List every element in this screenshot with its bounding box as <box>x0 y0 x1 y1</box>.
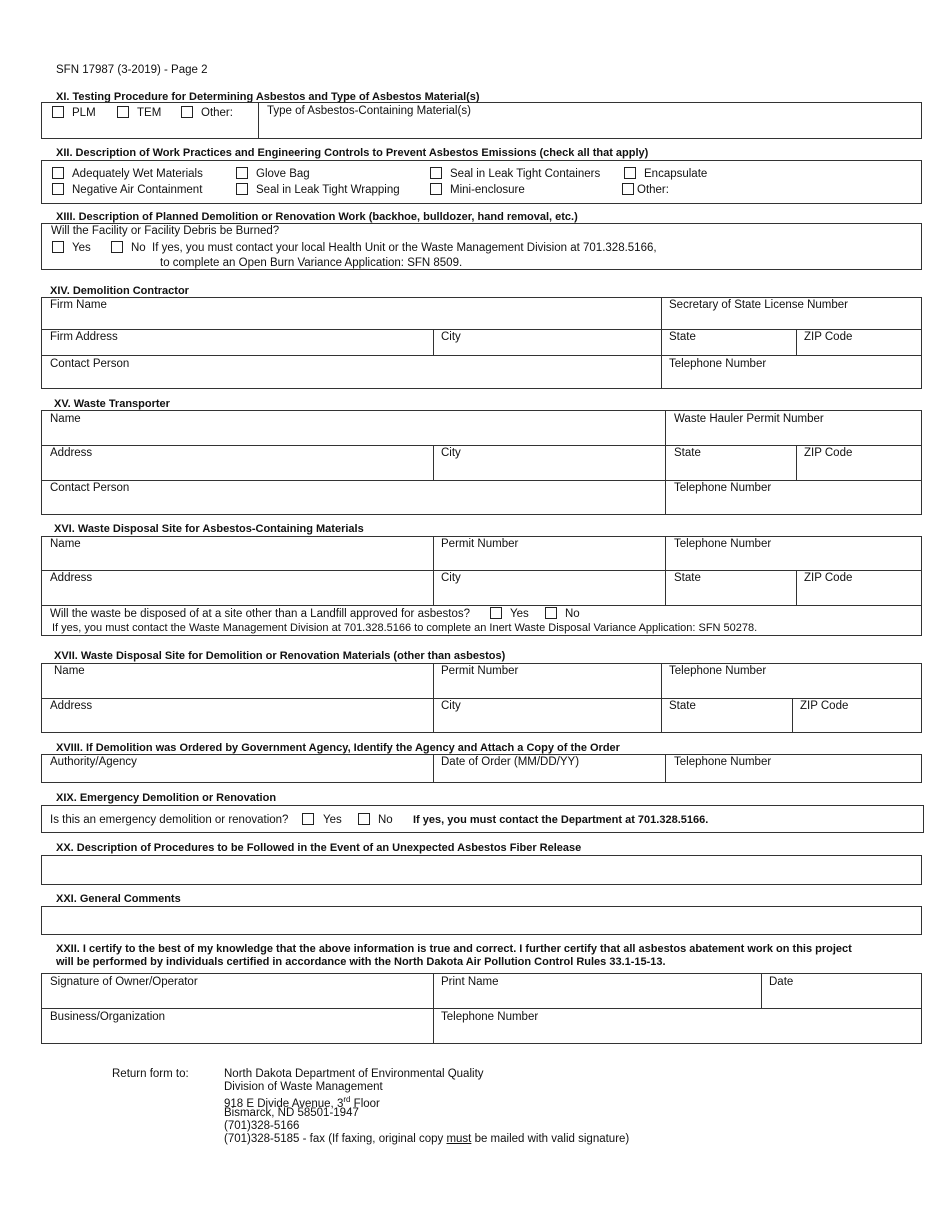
return-address-line4: Bismarck, ND 58501-1947 <box>224 1107 359 1119</box>
contractor-contact-label: Contact Person <box>50 358 130 370</box>
demo-site-city-label: City <box>441 700 461 712</box>
glove-bag-label: Glove Bag <box>256 168 310 180</box>
signature-label: Signature of Owner/Operator <box>50 976 198 988</box>
landfill-no-checkbox[interactable] <box>545 607 557 619</box>
divider <box>41 445 922 446</box>
burn-question: Will the Facility or Facility Debris be Burned? <box>51 225 280 237</box>
seal-containers-label: Seal in Leak Tight Containers <box>450 168 601 180</box>
divider <box>796 329 797 355</box>
divider <box>433 663 434 733</box>
landfill-note: If yes, you must contact the Waste Management Division at 701.328.5166 to complete an Inert Waste Disposal Variance Application: SFN 50278. <box>52 622 758 634</box>
license-number-label: Secretary of State License Number <box>669 299 848 311</box>
plm-checkbox[interactable] <box>52 106 64 118</box>
signature-date-label: Date <box>769 976 794 988</box>
asbestos-site-zip-label: ZIP Code <box>804 572 853 584</box>
transporter-address-label: Address <box>50 447 93 459</box>
divider <box>665 754 666 783</box>
adequately-wet-checkbox[interactable] <box>52 167 64 179</box>
landfill-yes-checkbox[interactable] <box>490 607 502 619</box>
print-name-label: Print Name <box>441 976 499 988</box>
divider <box>433 329 434 355</box>
section-xv-title: XV. Waste Transporter <box>54 398 170 410</box>
divider <box>792 698 793 733</box>
seal-wrapping-label: Seal in Leak Tight Wrapping <box>256 184 400 196</box>
asbestos-site-state-label: State <box>674 572 701 584</box>
return-address-line2: Division of Waste Management <box>224 1081 383 1093</box>
section-xix-title: XIX. Emergency Demolition or Renovation <box>56 792 277 804</box>
authority-agency-label: Authority/Agency <box>50 756 137 768</box>
business-organization-label: Business/Organization <box>50 1011 166 1023</box>
burn-yes-label: Yes <box>72 242 91 254</box>
seal-wrapping-checkbox[interactable] <box>236 183 248 195</box>
ordinal-suffix: rd <box>343 1095 351 1104</box>
other-test-checkbox[interactable] <box>181 106 193 118</box>
mini-enclosure-checkbox[interactable] <box>430 183 442 195</box>
burn-no-checkbox[interactable] <box>111 241 123 253</box>
return-address-line1: North Dakota Department of Environmental Quality <box>224 1068 484 1080</box>
emergency-note: If yes, you must contact the Department at 701.328.5166. <box>413 814 709 826</box>
divider <box>41 570 922 571</box>
section-xxi-title: XXI. General Comments <box>56 893 181 905</box>
divider <box>796 445 797 480</box>
asbestos-site-name-label: Name <box>50 538 81 550</box>
fax-text: (701)328-5185 - fax (If faxing, original copy <box>224 1133 447 1145</box>
tem-checkbox[interactable] <box>117 106 129 118</box>
divider <box>665 410 666 515</box>
encapsulate-checkbox[interactable] <box>624 167 636 179</box>
divider <box>433 445 434 480</box>
emergency-yes-checkbox[interactable] <box>302 813 314 825</box>
form-number: SFN 17987 (3-2019) - Page 2 <box>56 64 208 76</box>
divider <box>433 973 434 1044</box>
divider <box>761 973 762 1008</box>
fiber-release-procedures-field[interactable] <box>41 855 922 885</box>
contractor-phone-label: Telephone Number <box>669 358 767 370</box>
other-test-label: Other: <box>201 107 233 119</box>
section-xiii-title: XIII. Description of Planned Demolition or Renovation Work (backhoe, bulldozer, hand removal, etc.) <box>56 211 578 223</box>
burn-note-line2: to complete an Open Burn Variance Application: SFN 8509. <box>160 257 463 269</box>
emergency-no-label: No <box>378 814 393 826</box>
burn-yes-checkbox[interactable] <box>52 241 64 253</box>
negative-air-label: Negative Air Containment <box>72 184 203 196</box>
general-comments-field[interactable] <box>41 906 922 935</box>
asbestos-site-permit-label: Permit Number <box>441 538 519 550</box>
divider <box>665 536 666 605</box>
section-xvii-title: XVII. Waste Disposal Site for Demolition or Renovation Materials (other than asbestos) <box>54 650 506 662</box>
contractor-zip-label: ZIP Code <box>804 331 853 343</box>
landfill-no-label: No <box>565 608 580 620</box>
divider <box>41 355 922 356</box>
tem-label: TEM <box>137 107 162 119</box>
section-xx-title: XX. Description of Procedures to be Followed in the Event of an Unexpected Asbestos Fiber Release <box>56 842 582 854</box>
contractor-state-label: State <box>669 331 696 343</box>
order-date-label: Date of Order (MM/DD/YY) <box>441 756 580 768</box>
emergency-yes-label: Yes <box>323 814 342 826</box>
plm-label: PLM <box>72 107 96 119</box>
negative-air-checkbox[interactable] <box>52 183 64 195</box>
asbestos-site-city-label: City <box>441 572 461 584</box>
burn-note-line1: If yes, you must contact your local Health Unit or the Waste Management Division at 701.328.5166, <box>152 242 657 254</box>
demo-site-state-label: State <box>669 700 696 712</box>
firm-address-label: Firm Address <box>50 331 118 343</box>
asbestos-site-address-label: Address <box>50 572 93 584</box>
other-practice-checkbox[interactable] <box>622 183 634 195</box>
transporter-phone-label: Telephone Number <box>674 482 772 494</box>
return-phone: (701)328-5166 <box>224 1120 300 1132</box>
floor-text: Floor <box>350 1097 380 1110</box>
landfill-yes-label: Yes <box>510 608 529 620</box>
return-form-label: Return form to: <box>112 1068 189 1080</box>
transporter-contact-label: Contact Person <box>50 482 130 494</box>
encapsulate-label: Encapsulate <box>644 168 708 180</box>
transporter-zip-label: ZIP Code <box>804 447 853 459</box>
adequately-wet-label: Adequately Wet Materials <box>72 168 203 180</box>
divider <box>258 102 259 139</box>
section-xviii-title: XVIII. If Demolition was Ordered by Government Agency, Identify the Agency and Attach a Copy of the Order <box>56 742 620 754</box>
burn-no-label: No <box>131 242 146 254</box>
mini-enclosure-label: Mini-enclosure <box>450 184 525 196</box>
emergency-no-checkbox[interactable] <box>358 813 370 825</box>
divider <box>433 536 434 605</box>
asbestos-site-phone-label: Telephone Number <box>674 538 772 550</box>
business-phone-label: Telephone Number <box>441 1011 539 1023</box>
divider <box>41 605 922 606</box>
section-xi-title: XI. Testing Procedure for Determining Asbestos and Type of Asbestos Material(s) <box>56 91 480 103</box>
fax-emphasis: must <box>446 1133 472 1145</box>
section-xi-box <box>41 102 922 139</box>
certification-line1: XXII. I certify to the best of my knowledge that the above information is true and correct. I further certify that all asbestos abatement work on this project <box>56 943 852 955</box>
demo-site-address-label: Address <box>50 700 93 712</box>
divider <box>433 754 434 783</box>
emergency-question: Is this an emergency demolition or renovation? <box>50 814 289 826</box>
street-text: 918 E Divide Avenue, 3 <box>224 1097 344 1110</box>
divider <box>796 570 797 605</box>
other-practice-label: Other: <box>637 184 669 196</box>
hauler-permit-label: Waste Hauler Permit Number <box>674 413 824 425</box>
return-fax <box>224 1132 629 1146</box>
demo-site-phone-label: Telephone Number <box>669 665 767 677</box>
landfill-question: Will the waste be disposed of at a site other than a Landfill approved for asbestos? <box>50 608 471 620</box>
glove-bag-checkbox[interactable] <box>236 167 248 179</box>
divider <box>661 663 662 733</box>
transporter-name-label: Name <box>50 413 81 425</box>
asbestos-material-type-label: Type of Asbestos-Containing Material(s) <box>267 105 471 117</box>
divider <box>41 698 922 699</box>
transporter-city-label: City <box>441 447 461 459</box>
demo-site-zip-label: ZIP Code <box>800 700 849 712</box>
fax-text-end: be mailed with valid signature) <box>471 1133 630 1145</box>
seal-containers-checkbox[interactable] <box>430 167 442 179</box>
divider <box>41 1008 922 1009</box>
firm-name-label: Firm Name <box>50 299 107 311</box>
section-xii-title: XII. Description of Work Practices and Engineering Controls to Prevent Asbestos Emissions (check all that apply) <box>56 147 649 159</box>
demo-site-name-label: Name <box>54 665 85 677</box>
divider <box>41 329 922 330</box>
demo-site-permit-label: Permit Number <box>441 665 519 677</box>
certification-line2: will be performed by individuals certified in accordance with the North Dakota Air Pollution Control Rules 33.1-15-13. <box>56 956 666 968</box>
agency-phone-label: Telephone Number <box>674 756 772 768</box>
section-xiv-title: XIV. Demolition Contractor <box>50 285 189 297</box>
divider <box>661 297 662 389</box>
transporter-state-label: State <box>674 447 701 459</box>
divider <box>41 480 922 481</box>
section-xvi-title: XVI. Waste Disposal Site for Asbestos-Containing Materials <box>54 523 364 535</box>
contractor-city-label: City <box>441 331 461 343</box>
